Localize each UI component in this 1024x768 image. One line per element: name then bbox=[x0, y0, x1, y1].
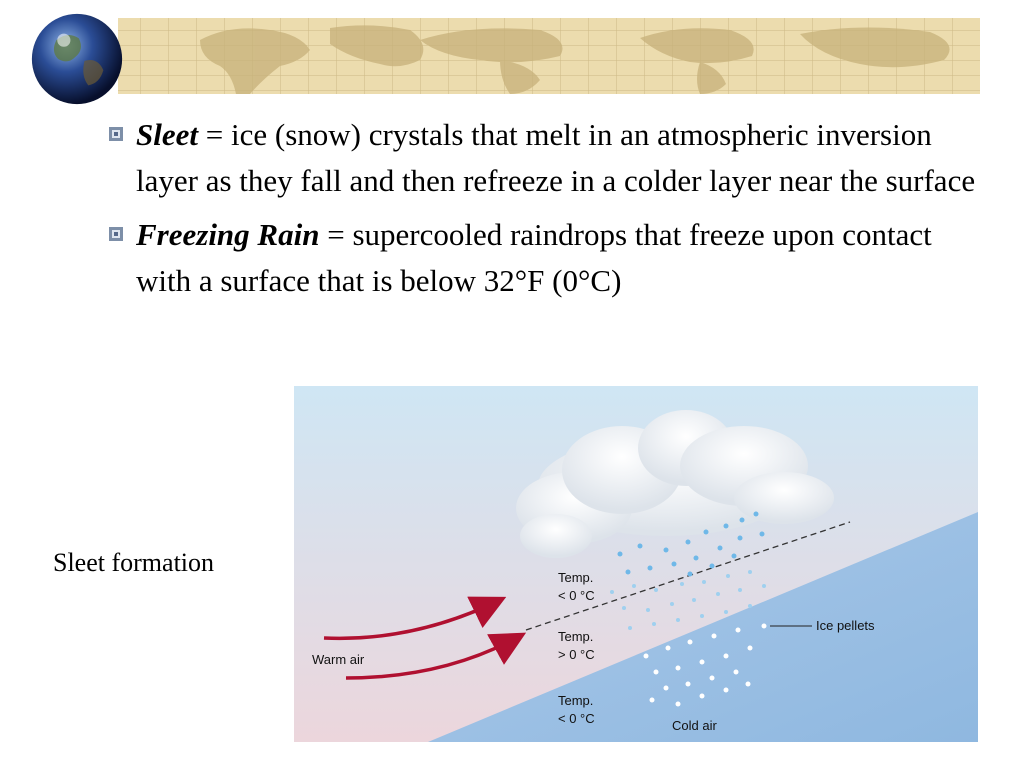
figure-caption: Sleet formation bbox=[53, 548, 215, 577]
bullet-sleet bbox=[104, 112, 994, 204]
square-bullet-icon bbox=[108, 126, 124, 142]
temp-label-top-line2: < 0 °C bbox=[558, 588, 595, 603]
square-bullet-icon bbox=[108, 226, 124, 242]
sleet-formation-diagram bbox=[294, 386, 978, 742]
ice-pellets-label: Ice pellets bbox=[816, 618, 875, 633]
header-banner bbox=[0, 0, 1024, 110]
globe-logo-icon bbox=[30, 12, 124, 106]
definition-sleet: = ice (snow) crystals that melt in an atmospheric inversion layer as they fall and then refreeze in a colder layer near the surface bbox=[136, 117, 976, 198]
temp-label-mid-line2: > 0 °C bbox=[558, 647, 595, 662]
cold-air-label: Cold air bbox=[672, 718, 717, 733]
bullet-freezing-rain bbox=[104, 212, 994, 304]
temp-label-bottom-line1: Temp. bbox=[558, 693, 594, 708]
bullet-list bbox=[104, 112, 994, 312]
temp-label-mid-line1: Temp. bbox=[558, 629, 594, 644]
term-freezing-rain: Freezing Rain bbox=[136, 217, 320, 252]
temp-label-bottom-line2: < 0 °C bbox=[558, 711, 595, 726]
warm-air-label: Warm air bbox=[312, 652, 365, 667]
term-sleet: Sleet bbox=[136, 117, 198, 152]
definition-freezing-rain: = supercooled raindrops that freeze upon contact with a surface that is below 32°F (0°C) bbox=[136, 217, 932, 298]
temp-label-top-line1: Temp. bbox=[558, 570, 594, 585]
